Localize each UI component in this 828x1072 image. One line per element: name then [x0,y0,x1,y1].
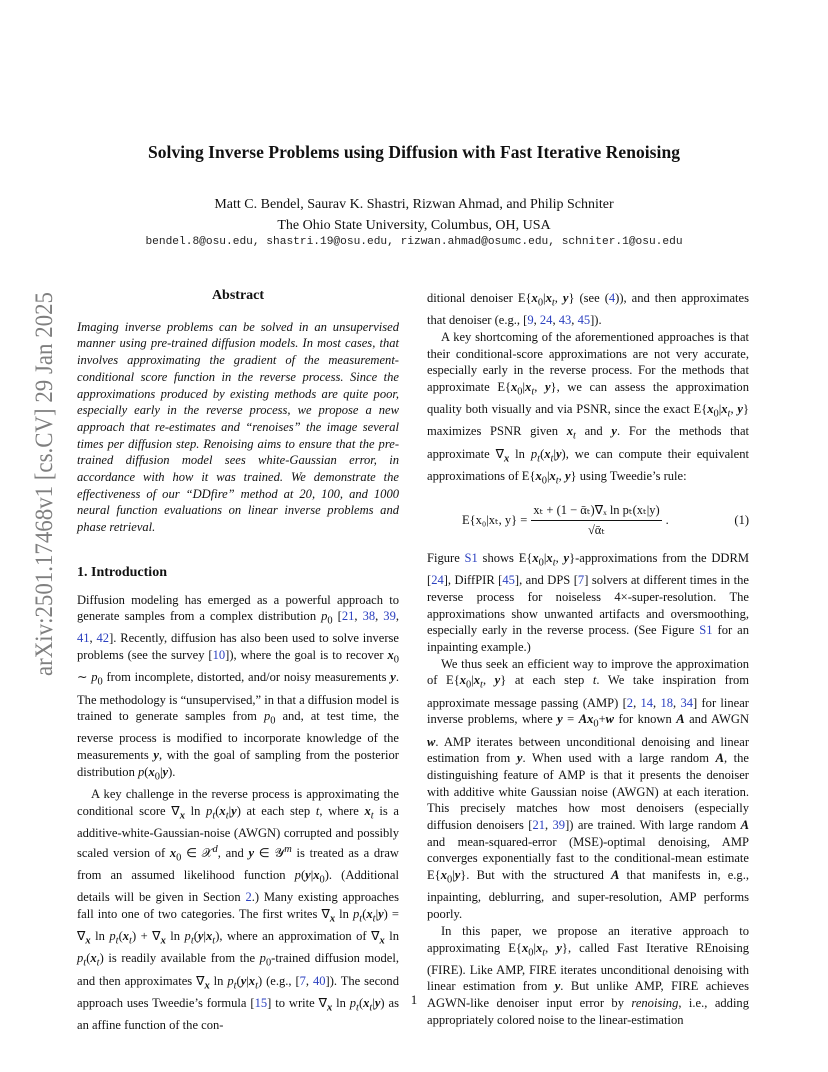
equation-number: (1) [734,512,749,527]
right-column [427,290,749,1029]
right-paragraph-1: A key shortcoming of the aforementioned approaches is that their conditional-score approximations are not very accurate, especially early in the reverse process. For the methods that approximate $E\{x_0|x_t$, y}, we can assess the approximation quality both visually and via PSNR, since the exact $E\{x_0|x_t$, y} maximizes PSNR given $x_t$ and y. For the methods that approximate $\nabla_x$ $\ln p_t(x_t|y)$, we can compute their equivalent approximations of $E\{x_0|x_t$, y} using Tweedie’s rule: [427,329,749,487]
arxiv-stamp-text: arXiv:2501.17468v1 [cs.CV] 29 Jan 2025 [29,290,58,676]
page-number: 1 [410,992,418,1007]
intro-paragraph-1: Diffusion modeling has emerged as a powerful approach to generate samples from a complex distribution $p_0$ [21, 38, 39, 41, 42]. Recently, diffusion has also been used to solve inverse problems (see the survey [10]), where the goal is to recover $x_0$ ∼ $p_0$ from incomplete, distorted, and/or noisy measurements y. The methodology is “unsupervised,” in that a diffusion model is trained to generate samples from $p_0$ and, at test time, the reverse process is modified to incorporate knowledge of the measurements y, with the goal of sampling from the posterior distribution $p(x_0|y)$. [77,592,399,783]
abstract-text: Imaging inverse problems can be solved in an unsupervised manner using pre-trained diffusion models. In most cases, that involves approximating the gradient of the measurement-conditional score function in the reverse process. Since the approximations produced by existing methods are quite poor, especially early in the reverse process, we propose a new approach that re-estimates and “renoises” the image several times per diffusion step. Renoising aims to ensure that the pre-trained diffusion model sees white-Gaussian error, in accordance with how it was trained. We demonstrate the effectiveness of our “DDfire” method at 20, 100, and 1000 neural function evaluations on linear inverse problems and phase retrieval. [77,319,399,535]
equation-fraction [531,502,661,538]
equation-numerator: xₜ + (1 − ᾱₜ)∇ₓ ln pₜ(xₜ|y) [531,502,661,521]
right-paragraph-0: ditional denoiser $E\{x_0|x_t$, y} (see (4)), and then approximates that denoiser (e.g., [9, 24, 43, 45]). [427,291,749,328]
affiliation: The Ohio State University, Columbus, OH, USA [277,218,551,233]
arxiv-stamp [14,290,64,680]
left-column [77,288,399,1034]
abstract-heading: Abstract [211,288,265,303]
intro-paragraph-2: A key challenge in the reverse process is approximating the conditional score $\nabla_x$ $\ln p_t(x_t|y)$ at each step t, where $x_t$ is a additive-white-Gaussian-noise (AWGN) corrupted and possibly scaled version of $x_0$ ∈ 𝒳$^d$, and y ∈ 𝒴$^m$ is treated as a draw from an assumed likelihood function $p(y|x_0)$. (Additional details will be given in Section 2.) Many existing approaches fall into one of two categories. The first writes $\nabla_x$ $\ln p_t(x_t|y) = \nabla_x$ $\ln p_t(x_t) + \nabla_x$ $\ln p_t(y|x_t)$, where an approximation of $\nabla_x$ $\ln p_t(x_t)$ is readily available from the $p_0$-trained diffusion model, and then approximates $\nabla_x$ $\ln p_t(y|x_t)$ (e.g., [7, 40]). The second approach uses Tweedie’s formula [15] to write $\nabla_x$ $\ln p_t(x_t|y)$ as an affine function of the con- [77,787,399,1032]
authors: Matt C. Bendel, Saurav K. Shastri, Rizwan Ahmad, and Philip Schniter [214,197,614,212]
right-paragraph-2: Figure S1 shows $E\{x_0|x_t$, y}-approximations from the DDRM [24], DiffPIR [45], and DPS [7] solvers at different times in the reverse process for noiseless 4×-super-resolution. The approximations show unwanted artifacts and oversmoothing, especially early in the reverse process. (See Figure S1 for an inpainting example.) [427,551,749,655]
equation-1: E{x₀|xₜ, y} = $\frac{\text{xₜ + (1 − ᾱₜ)∇ₓ ln pₜ(xₜ|y)}}{\text{√ᾱₜ}}$ . (1) [462,502,749,537]
right-paragraph-3: We thus seek an efficient way to improve the approximation of $E\{x_0|x_t$, y} at each step t. We take inspiration from approximate message passing (AMP) [2, 14, 18, 34] for linear inverse problems, where $y = Ax_0+w$ for known A and AWGN w. AMP iterates between unconditional denoising and linear estimation from y. When used with a large random A, the distinguishing feature of AMP is that it presents the denoiser with additive white Gaussian noise (AWGN) at each iteration. This precisely matches how most denoisers (especially diffusion denoisers [21, 39]) are trained. With large random A and mean-squared-error (MSE)-optimal denoising, AMP converges exponentially fast to the conditional-mean estimate $E\{x_0|y\}$. But with the structured A that manifests in, e.g., inpainting, deblurring, and super-resolution, AMP performs poorly. [427,656,750,922]
emails: bendel.8@osu.edu, shastri.19@osu.edu, rizwan.ahmad@osumc.edu, schniter.1@osu.edu [145,236,683,248]
paper-title: Solving Inverse Problems using Diffusion with Fast Iterative Renoising [147,142,681,162]
author-block [0,194,828,236]
section-heading: 1. Introduction [77,564,167,580]
equation-lhs: E{x₀|xₜ, y} = [462,512,528,527]
equation-denominator: √ᾱₜ [587,522,606,537]
right-paragraph-4: In this paper, we propose an iterative approach to approximating $E\{x_0|x_t$, y}, called Fast Iterative REnoising (FIRE). Like AMP, FIRE iterates unconditional denoising with linear estimation from y. But unlike AMP, FIRE achieves AGWN-like denoiser input error by renoising, i.e., adding appropriately colored noise to the linear-estimation [427,923,749,1027]
